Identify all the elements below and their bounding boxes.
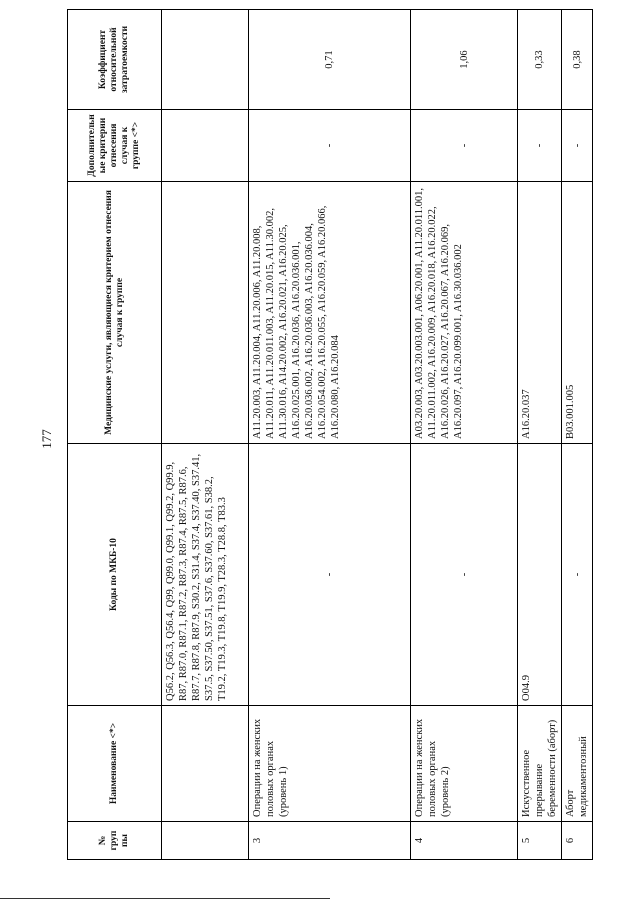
cell-coefficient: 0,71: [249, 10, 411, 110]
cell-coefficient: 0,38: [562, 10, 593, 110]
rotated-table-container: [67, 10, 589, 860]
cell-coefficient: 0,33: [518, 10, 562, 110]
cell-medical-services: B03.001.005: [562, 182, 593, 444]
cell-name: Операции на женских половых органах (уровень 1): [249, 706, 411, 822]
cell-coefficient: 1,06: [411, 10, 518, 110]
header-extra-criteria: Дополнительные критерии отнесения случая к группе <*>: [68, 110, 162, 182]
header-medical-services: Медицинские услуги, являющиеся критерием отнесения случая к группе: [68, 182, 162, 444]
cell-group-number: 6: [562, 822, 593, 860]
cell-extra-criteria: [162, 110, 249, 182]
cell-name: Операции на женских половых органах (уровень 2): [411, 706, 518, 822]
table-row: [562, 10, 593, 860]
cell-name: Аборт медикаментозный: [562, 706, 593, 822]
cell-extra-criteria: -: [411, 110, 518, 182]
footer-rule: [0, 898, 330, 899]
cell-medical-services: A03.20.003, A03.20.003.001, A06.20.001, A11.20.011.001, A11.20.011.002, A16.20.009, A16.20.018, A16.20.022, A16.20.026, A16.20.027, A16.20.067, A16.20.069, A16.20.097, A16.20.099.001, A16.30.036.002: [411, 182, 518, 444]
cell-extra-criteria: -: [518, 110, 562, 182]
table-row: [162, 10, 249, 860]
cell-extra-criteria: -: [562, 110, 593, 182]
cell-icd-codes: -: [249, 444, 411, 706]
cell-icd-codes: O04.9: [518, 444, 562, 706]
cell-extra-criteria: -: [249, 110, 411, 182]
cell-icd-codes: -: [411, 444, 518, 706]
header-name: Наименование <*>: [68, 706, 162, 822]
cell-group-number: 3: [249, 822, 411, 860]
cell-medical-services: A11.20.003, A11.20.004, A11.20.006, A11.20.008, A11.20.011, A11.20.011.003, A11.20.015, A11.30.002, A11.30.016, A14.20.002, A16.20.021, A16.20.025, A16.20.025.001, A16.20.036, A16.20.036.001, A16.20.036.002, A16.20.036.003, A16.20.036.004, A16.20.054.002, A16.20.055, A16.20.059, A16.20.066, A16.20.080, A16.20.084: [249, 182, 411, 444]
header-group-number: № груп пы: [68, 822, 162, 860]
table-header-row: [68, 10, 162, 860]
cell-group-number: 5: [518, 822, 562, 860]
header-cost-coefficient: Коэффициент относительной затратоемкости: [68, 10, 162, 110]
page-number: 177: [39, 429, 54, 449]
cell-group-number: 4: [411, 822, 518, 860]
cell-name: Искусственное прерывание беременности (аборт): [518, 706, 562, 822]
cell-icd-codes: Q56.2, Q56.3, Q56.4, Q99, Q99.0, Q99.1, Q99.2, Q99.9, R87, R87.0, R87.1, R87.2, R87.3, R87.4, R87.5, R87.6, R87.7, R87.8, R87.9, S30.2, S31.4, S37.4, S37.40, S37.41, S37.5, S37.50, S37.51, S37.6, S37.60, S37.61, S38.2, T19.2, T19.3, T19.8, T19.9, T28.3, T28.8, T83.3: [162, 444, 249, 706]
cell-group-number: [162, 822, 249, 860]
table-row: [518, 10, 562, 860]
table-row: [411, 10, 518, 860]
table-row: [249, 10, 411, 860]
cell-medical-services: A16.20.037: [518, 182, 562, 444]
header-icd-codes: Коды по МКБ-10: [68, 444, 162, 706]
cell-name: [162, 706, 249, 822]
cell-icd-codes: -: [562, 444, 593, 706]
cell-medical-services: [162, 182, 249, 444]
groups-table: [67, 9, 593, 860]
cell-coefficient: [162, 10, 249, 110]
